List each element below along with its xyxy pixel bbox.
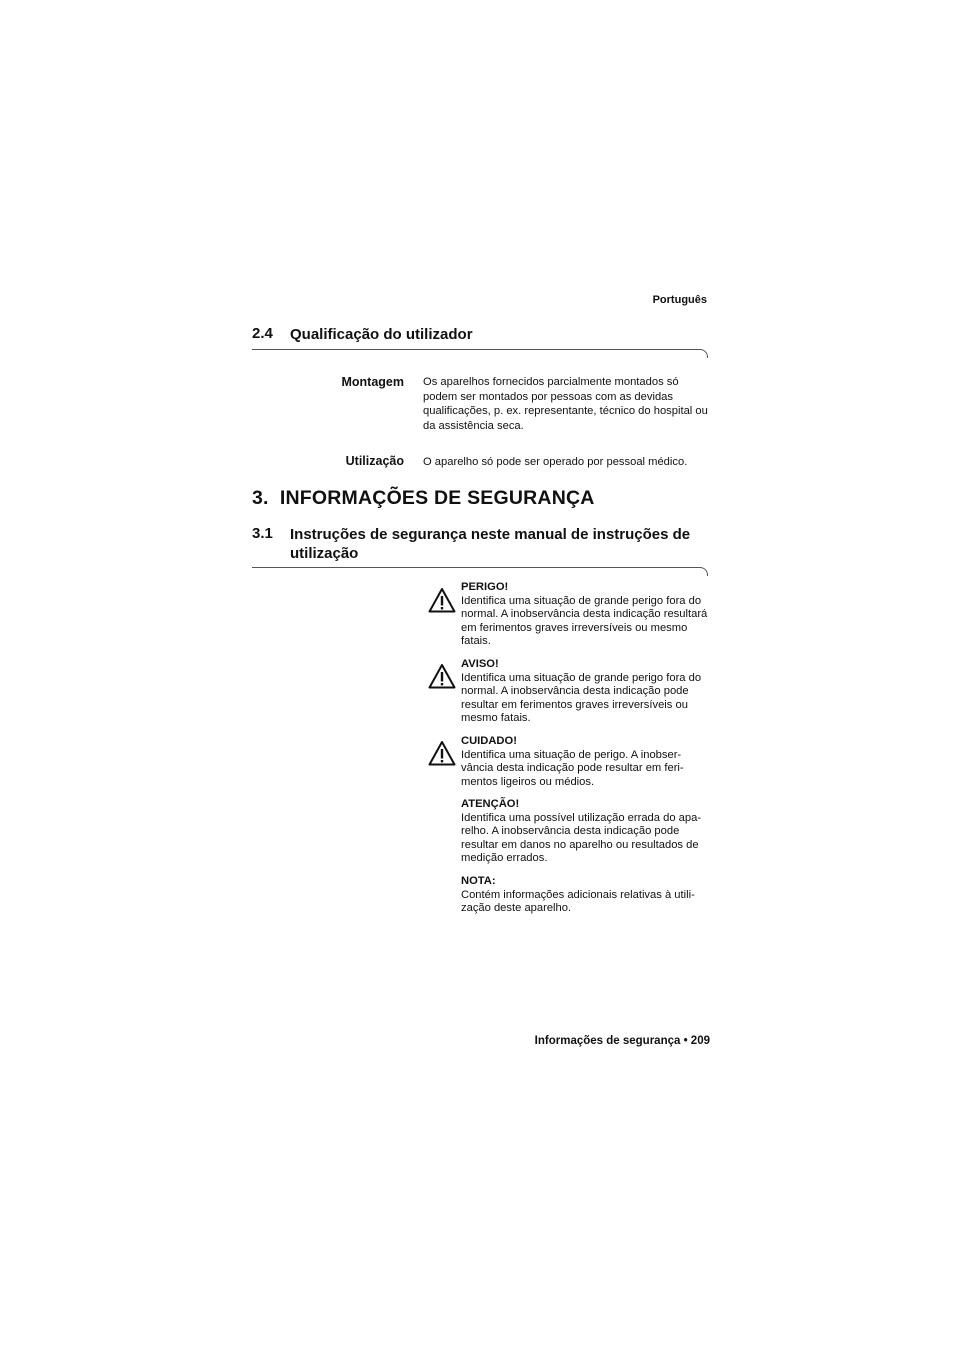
- notice-text: Contém informações adicionais relativas à utili-zação deste aparelho.: [461, 888, 695, 915]
- section-divider-hook: [699, 349, 708, 358]
- page-language: Português: [652, 294, 707, 306]
- text-montagem: Os aparelhos fornecidos parcialmente montados só podem ser montados por pessoas com as devidas qualificações, p. ex. representante, técnico do hospital ou da assistência seca.: [423, 376, 708, 432]
- section-heading-3-1: [252, 525, 722, 565]
- notice-aviso: [461, 658, 713, 726]
- label-utilizacao: Utilização: [345, 454, 404, 468]
- notice-title: ATENÇÃO!: [461, 798, 520, 810]
- section-title: Qualificação do utilizador: [290, 326, 473, 343]
- text-utilizacao: O aparelho só pode ser operado por pessoal médico.: [423, 456, 688, 468]
- notice-atencao: [461, 798, 713, 866]
- warning-triangle-icon: [428, 663, 456, 689]
- notice-title: PERIGO!: [461, 581, 509, 593]
- section-number: 3.1: [252, 525, 273, 542]
- notice-text: Identifica uma situação de perigo. A inobser-vância desta indicação pode resultar em feri-mentos ligeiros ou médios.: [461, 748, 684, 788]
- notice-perigo: [461, 581, 713, 649]
- section-divider: [252, 349, 701, 350]
- notice-text: Identifica uma situação de grande perigo fora do normal. A inobservância desta indicação pode resultar em ferimentos graves irreversíveis ou mesmo fatais.: [461, 671, 702, 725]
- notice-title: CUIDADO!: [461, 735, 517, 747]
- section-divider: [252, 567, 701, 568]
- warning-triangle-icon: [428, 740, 456, 766]
- section-heading-2-4: [252, 325, 722, 345]
- notice-text: Identifica uma situação de grande perigo fora do normal. A inobservância desta indicação resultará em ferimentos graves irreversíveis ou mesmo fatais.: [461, 594, 708, 648]
- notice-cuidado: [461, 735, 713, 789]
- notice-title: AVISO!: [461, 658, 499, 670]
- page-footer: Informações de segurança • 209: [534, 1035, 710, 1047]
- section-number: 2.4: [252, 325, 273, 342]
- notice-text: Identifica uma possível utilização errada do apa-relho. A inobservância desta indicação pode resultar em danos no aparelho ou resultados de medição errados.: [461, 811, 702, 865]
- label-montagem: Montagem: [341, 375, 404, 389]
- notice-title: NOTA:: [461, 875, 496, 887]
- notice-nota: [461, 875, 713, 916]
- section-divider-hook: [699, 567, 708, 576]
- section-title: Instruções de segurança neste manual de instruções de utilização: [290, 526, 691, 562]
- warning-triangle-icon: [428, 587, 456, 613]
- chapter-title: 3. INFORMAÇÕES DE SEGURANÇA: [252, 487, 595, 509]
